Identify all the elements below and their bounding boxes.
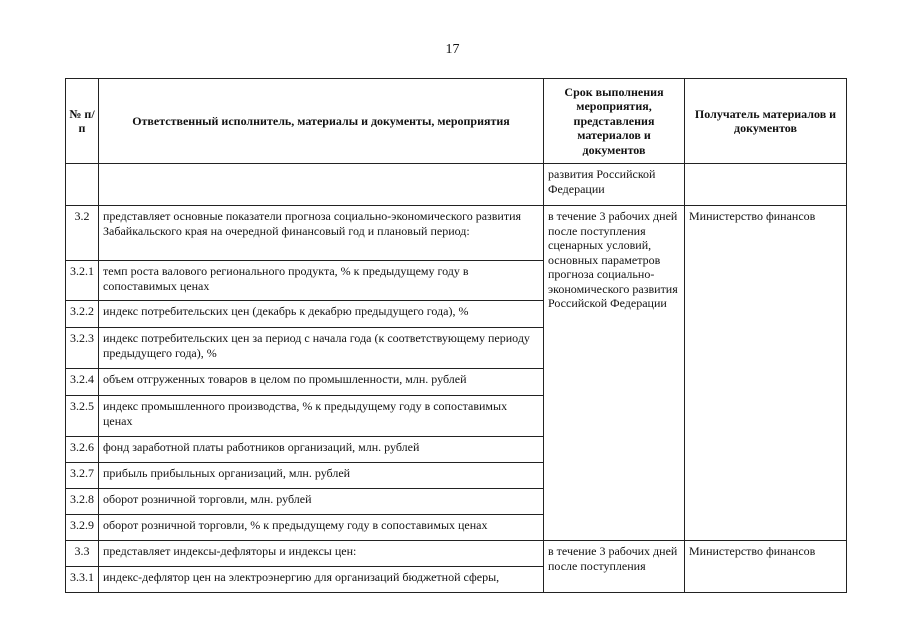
row-text: представляет основные показатели прогноза социально-экономического развития Забайкальского края на очередной финансовый год и плановый период: — [99, 206, 544, 261]
header-num: № п/п — [66, 79, 99, 164]
plan-table — [65, 78, 847, 593]
row-recipient: Министерство финансов — [685, 206, 847, 541]
row-text: оборот розничной торговли, % к предыдущему году в сопоставимых ценах — [99, 515, 544, 541]
row-num: 3.2 — [66, 206, 99, 261]
page-number: 17 — [445, 42, 460, 57]
row-text: оборот розничной торговли, млн. рублей — [99, 489, 544, 515]
row-term: развития Российской Федерации — [544, 164, 685, 206]
row-num: 3.2.4 — [66, 369, 99, 396]
row-num: 3.2.9 — [66, 515, 99, 541]
row-num — [66, 164, 99, 206]
row-num: 3.2.1 — [66, 261, 99, 301]
row-text: представляет индексы-дефляторы и индексы цен: — [99, 541, 544, 567]
row-num: 3.3 — [66, 541, 99, 567]
row-text: индекс промышленного производства, % к предыдущему году в сопоставимых ценах — [99, 396, 544, 437]
row-recipient: Министерство финансов — [685, 541, 847, 593]
table-row — [66, 541, 847, 567]
row-text: индекс потребительских цен (декабрь к декабрю предыдущего года), % — [99, 301, 544, 328]
row-text: индекс-дефлятор цен на электроэнергию для организаций бюджетной сферы, — [99, 567, 544, 593]
row-text: прибыль прибыльных организаций, млн. рублей — [99, 463, 544, 489]
row-text: объем отгруженных товаров в целом по промышленности, млн. рублей — [99, 369, 544, 396]
row-num: 3.2.7 — [66, 463, 99, 489]
table-row — [66, 206, 847, 261]
row-text: темп роста валового регионального продукта, % к предыдущему году в сопоставимых ценах — [99, 261, 544, 301]
row-recipient — [685, 164, 847, 206]
row-text — [99, 164, 544, 206]
header-recipient: Получатель материалов и документов — [685, 79, 847, 164]
row-term: в течение 3 рабочих дней после поступления — [544, 541, 685, 593]
table-header-row — [66, 79, 847, 164]
row-num: 3.2.8 — [66, 489, 99, 515]
row-text: фонд заработной платы работников организаций, млн. рублей — [99, 437, 544, 463]
header-deadline: Срок выполнения мероприятия, представления материалов и документов — [544, 79, 685, 164]
row-num: 3.2.3 — [66, 328, 99, 369]
row-num: 3.2.5 — [66, 396, 99, 437]
row-num: 3.3.1 — [66, 567, 99, 593]
header-executor: Ответственный исполнитель, материалы и документы, мероприятия — [99, 79, 544, 164]
table-row — [66, 164, 847, 206]
row-text: индекс потребительских цен за период с начала года (к соответствующему периоду предыдущего года), % — [99, 328, 544, 369]
row-num: 3.2.2 — [66, 301, 99, 328]
row-num: 3.2.6 — [66, 437, 99, 463]
row-term: в течение 3 рабочих дней после поступления сценарных условий, основных параметров прогноза социально-экономического развития Российской Федерации — [544, 206, 685, 541]
